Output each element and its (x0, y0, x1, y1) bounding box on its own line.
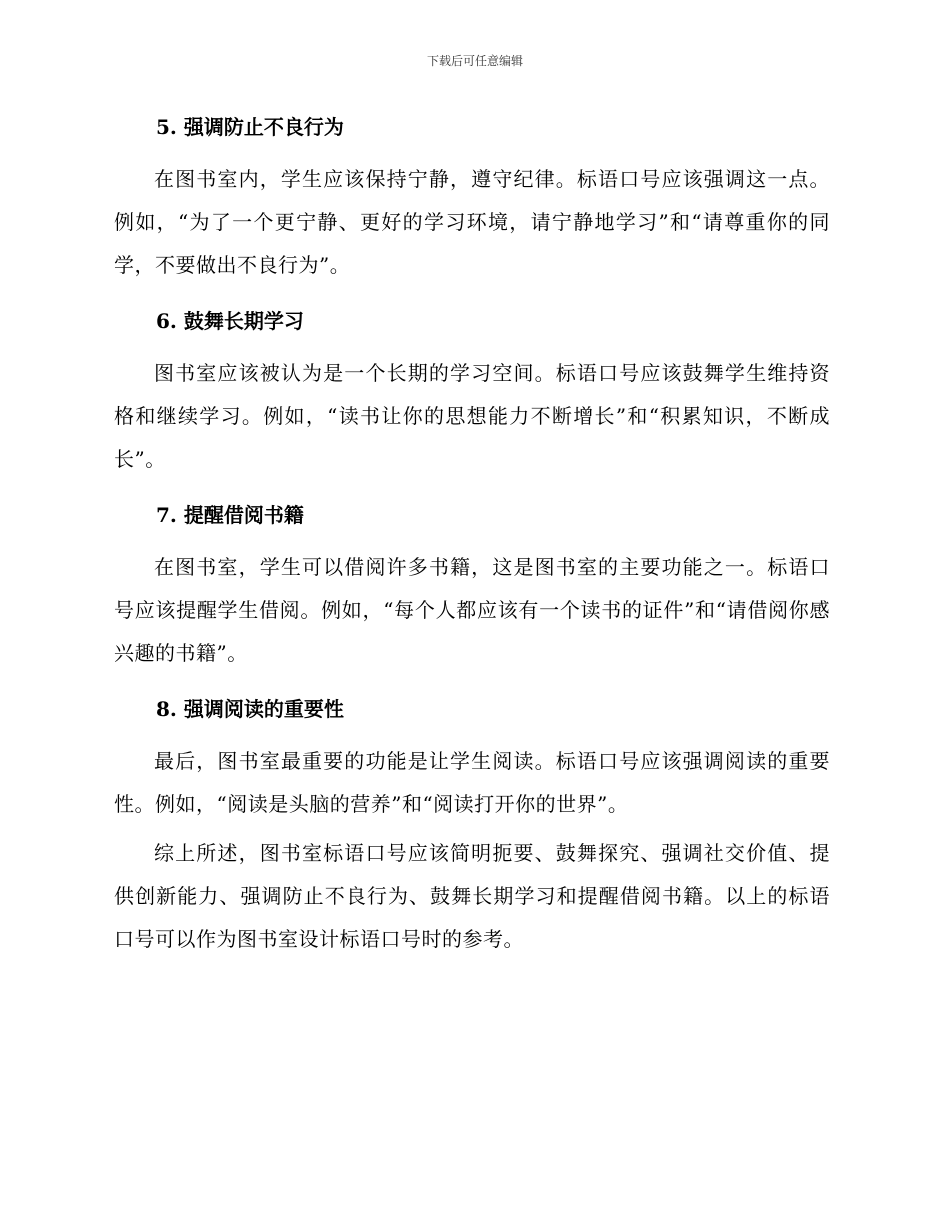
section-heading-7: 7. 提醒借阅书籍 (156, 503, 304, 527)
section-heading-5: 5. 强调防止不良行为 (156, 115, 344, 139)
section-paragraph-8: 最后，图书室最重要的功能是让学生阅读。标语口号应该强调阅读的重要性。例如，“阅读是头脑的营养”和“阅读打开你的世界”。 (114, 749, 830, 816)
section-paragraph-5: 在图书室内，学生应该保持宁静，遵守纪律。标语口号应该强调这一点。例如，“为了一个更宁静、更好的学习环境，请宁静地学习”和“请尊重你的同学，不要做出不良行为”。 (114, 167, 830, 277)
conclusion-paragraph: 综上所述，图书室标语口号应该简明扼要、鼓舞探究、强调社交价值、提供创新能力、强调防止不良行为、鼓舞长期学习和提醒借阅书籍。以上的标语口号可以作为图书室设计标语口号时的参考。 (114, 841, 830, 951)
section-heading-6: 6. 鼓舞长期学习 (156, 309, 304, 333)
section-paragraph-7: 在图书室，学生可以借阅许多书籍，这是图书室的主要功能之一。标语口号应该提醒学生借阅。例如，“每个人都应该有一个读书的证件”和“请借阅你感兴趣的书籍”。 (114, 555, 830, 665)
section-heading-8: 8. 强调阅读的重要性 (156, 697, 344, 721)
document-body (114, 112, 830, 961)
section-paragraph-6: 图书室应该被认为是一个长期的学习空间。标语口号应该鼓舞学生维持资格和继续学习。例如，“读书让你的思想能力不断增长”和“积累知识，不断成长”。 (114, 361, 830, 471)
page-header: 下载后可任意编辑 (426, 54, 523, 68)
